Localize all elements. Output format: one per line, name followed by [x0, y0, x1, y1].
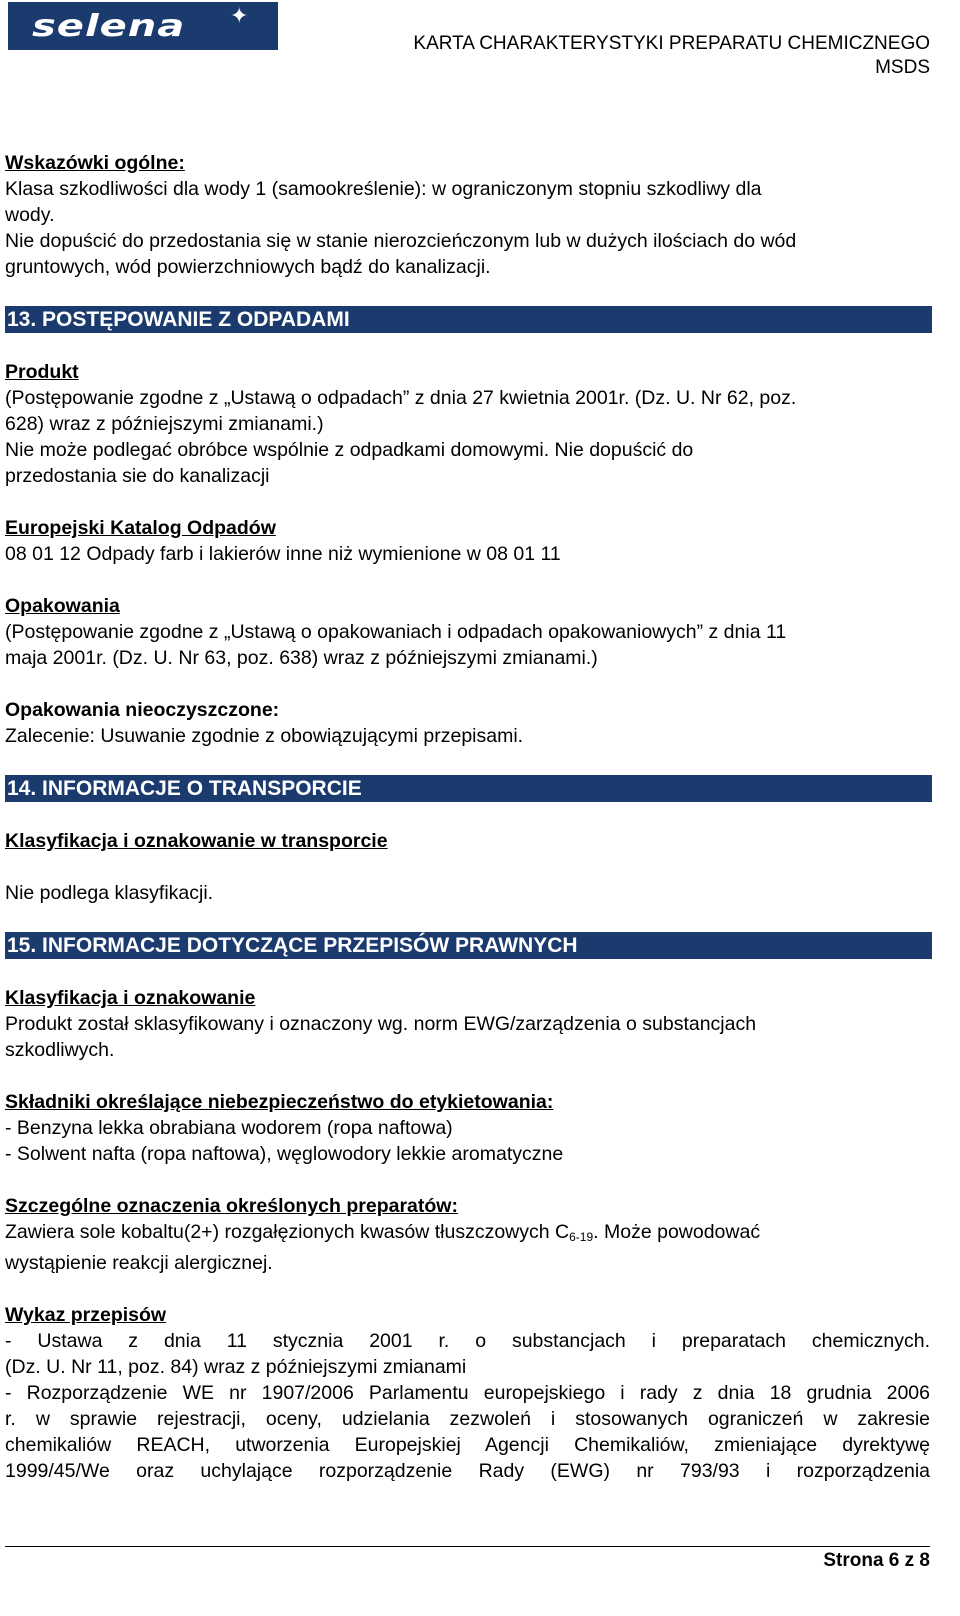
uncleaned-packaging-heading: Opakowania nieoczyszczone: — [5, 699, 280, 721]
regulation-line: - Rozporządzenie WE nr 1907/2006 Parlamentu europejskiego i rady z dnia 18 grudnia 2006 — [5, 1382, 930, 1404]
footer-divider — [5, 1546, 930, 1547]
document-title-line2: MSDS — [875, 57, 930, 78]
special-labels-heading: Szczególne oznaczenia określonych preparatów: — [5, 1195, 458, 1217]
section-14-title: 14. INFORMACJE O TRANSPORCIE — [5, 775, 932, 802]
hazard-component-item: - Solwent nafta (ropa naftowa), węglowodory lekkie aromatyczne — [5, 1143, 564, 1165]
packaging-line: (Postępowanie zgodne z „Ustawą o opakowaniach i odpadach opakowaniowych” z dnia 11 — [5, 621, 787, 643]
logo-star-icon: ✦ — [230, 3, 249, 28]
section-13-title: 13. POSTĘPOWANIE Z ODPADAMI — [5, 306, 932, 333]
special-labels-line: wystąpienie reakcji alergicznej. — [5, 1252, 273, 1274]
regulations-heading: Wykaz przepisów — [5, 1304, 167, 1326]
document-title-line1: KARTA CHARAKTERYSTYKI PREPARATU CHEMICZNEGO — [413, 33, 930, 54]
regulation-line: - Ustawa z dnia 11 stycznia 2001 r. o substancjach i preparatach chemicznych. — [5, 1330, 930, 1352]
page-header — [0, 0, 960, 78]
document-body — [5, 150, 930, 1484]
product-line: 628) wraz z późniejszymi zmianami.) — [5, 413, 324, 435]
document-title — [413, 32, 930, 80]
product-line: przedostania sie do kanalizacji — [5, 465, 270, 487]
regulation-line: chemikaliów REACH, utworzenia Europejskiej Agencji Chemikaliów, zmieniające dyrektywę — [5, 1434, 930, 1456]
uncleaned-packaging-line: Zalecenie: Usuwanie zgodnie z obowiązującymi przepisami. — [5, 725, 524, 747]
selena-logo — [8, 2, 278, 50]
hazard-components-heading: Składniki określające niebezpieczeństwo do etykietowania: — [5, 1091, 554, 1113]
special-labels-text: . Może powodować — [593, 1221, 761, 1243]
regulation-line: r. w sprawie rejestracji, oceny, udzielania zezwoleń i stosowanych ograniczeń w zakresie — [5, 1408, 930, 1430]
special-labels-text: Zawiera sole kobaltu(2+) rozgałęzionych kwasów tłuszczowych C — [5, 1221, 570, 1243]
general-notes-line: Klasa szkodliwości dla wody 1 (samookreślenie): w ograniczonym stopniu szkodliwy dla — [5, 178, 762, 200]
general-notes-line: gruntowych, wód powierzchniowych bądź do kanalizacji. — [5, 256, 491, 278]
product-heading: Produkt — [5, 361, 79, 383]
regulation-line: 1999/45/We oraz uchylające rozporządzenie Rady (EWG) nr 793/93 i rozporządzenia — [5, 1460, 930, 1482]
general-notes-line: Nie dopuścić do przedostania się w stanie nierozcieńczonym lub w dużych ilościach do wód — [5, 230, 797, 252]
carbon-range-subscript: 6-19 — [569, 1230, 594, 1244]
product-line: Nie może podlegać obróbce wspólnie z odpadkami domowymi. Nie dopuścić do — [5, 439, 694, 461]
general-notes-heading: Wskazówki ogólne: — [5, 152, 185, 174]
classification-heading: Klasyfikacja i oznakowanie — [5, 987, 256, 1009]
logo-wordmark: selena — [32, 8, 186, 44]
classification-line: Produkt został sklasyfikowany i oznaczony wg. norm EWG/zarządzenia o substancjach — [5, 1013, 757, 1035]
regulation-line: (Dz. U. Nr 11, poz. 84) wraz z późniejszymi zmianami — [5, 1356, 467, 1378]
classification-line: szkodliwych. — [5, 1039, 115, 1061]
transport-classification-line: Nie podlega klasyfikacji. — [5, 882, 214, 904]
page-number: Strona 6 z 8 — [823, 1550, 930, 1571]
waste-catalog-heading: Europejski Katalog Odpadów — [5, 517, 276, 539]
general-notes-line: wody. — [5, 204, 55, 226]
section-15-title: 15. INFORMACJE DOTYCZĄCE PRZEPISÓW PRAWNYCH — [5, 932, 932, 959]
special-labels-line — [5, 1219, 930, 1250]
product-line: (Postępowanie zgodne z „Ustawą o odpadach” z dnia 27 kwietnia 2001r. (Dz. U. Nr 62, poz. — [5, 387, 797, 409]
transport-classification-heading: Klasyfikacja i oznakowanie w transporcie — [5, 830, 388, 852]
packaging-line: maja 2001r. (Dz. U. Nr 63, poz. 638) wraz z późniejszymi zmianami.) — [5, 647, 598, 669]
waste-catalog-line: 08 01 12 Odpady farb i lakierów inne niż wymienione w 08 01 11 — [5, 543, 561, 565]
packaging-heading: Opakowania — [5, 595, 120, 617]
hazard-component-item: - Benzyna lekka obrabiana wodorem (ropa naftowa) — [5, 1117, 453, 1139]
